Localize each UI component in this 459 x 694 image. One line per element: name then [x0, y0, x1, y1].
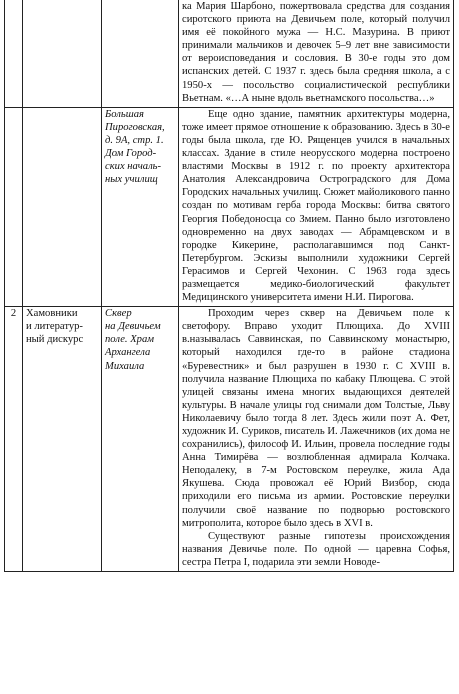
topic-line: и литератур- — [26, 321, 83, 333]
location-cell — [102, 307, 179, 572]
location-line: Большая — [105, 108, 144, 120]
topic-cell — [23, 307, 102, 572]
description-cell — [179, 0, 454, 107]
description-paragraph: Проходим через сквер на Девичьем поле к светофору. Вправо уходит Плющиха. До XVIII в.называлась Саввинская, по Саввинскому монастырю, который находился где-то в районе стадиона «Буревестник» и был разрушен в 1930 г. С XVIII в. получила название Плющиха по кабаку Плющева. С этой улицей связаны имена многих выдающихся деятелей культуры. В начале улицы год снимали дом Толстые, Льву Николаевичу было тогда 8 лет. Здесь жили поэт А. Фет, художник И. Суриков, писатель И. Лажечников (их дома не сохранились), философ И. Ильин, провела последние годы Анна Тимирёва — возлюбленная адмирала Колчака. Неподалеку, в 7-м Ростовском переулке, жила Ада Якушева. Сюда провожал её Юрий Визбор, сюда приходили его письма из армии. Ростовские переулки получили своё название по подворью ростовского митрополита, которое было здесь в XVI в. — [182, 308, 450, 529]
description-paragraph: Еще одно здание, памятник архитектуры модерна, тоже имеет прямое отношение к образованию. Здесь в 30-е годы была школа, где Ю. Рященцев учился в начальных классах. Здание в стиле неорусского модерна построено властями Москвы в 1912 г. по проекту архитектора Анатолия Александровича Остроградского для Дома Городских начальных училищ. Сюжет майоликового панно создан по мотивам герба города Москвы: битва святого Георгия Победоносца со Змием. Панно было изготовлено одновременно на двух заводах — Абрамцевском и в городке Кикерине, располагавшимся под Санкт-Петербургом. Эскизы выполнили художники Сергей Герасимов и Сергей Чехонин. С 1963 года здесь размещается медико-биологический факультет Медицинского университета имени Н.И. Пирогова. — [182, 108, 450, 304]
location-line: Архангела — [105, 347, 151, 359]
table-row — [5, 307, 454, 572]
location-line: ских началь- — [105, 161, 162, 173]
topic-cell — [23, 107, 102, 306]
location-line: Пироговская, — [105, 121, 165, 133]
location-line: на Девичьем — [105, 321, 161, 333]
location-cell — [102, 107, 179, 306]
location-line: поле. Храм — [105, 334, 155, 346]
description-cell — [179, 107, 454, 306]
location-cell — [102, 0, 179, 107]
row-number-cell: 2 — [5, 307, 23, 572]
description-paragraph: ка Мария Шарбоно, пожертвовала средства для создания сиротского приюта на Девичьем поле, который получил имя её покойного мужа — Н.С. Мазурина. В приют принимали мальчиков и девочек 5–9 лет вне зависимости от вероисповедания и сословия. В 30-е годы это дом испанских детей. С 1937 г. здесь была средняя школа, а с 1950-х — посольство социалистической республики Вьетнам. «…А ныне вдоль вьетнамского посольства…» — [182, 1, 450, 104]
table-row — [5, 107, 454, 306]
location-line: д. 9А, стр. 1. — [105, 134, 164, 146]
topic-cell — [23, 0, 102, 107]
location-line: Дом Город- — [105, 148, 157, 160]
location-line: Михаила — [105, 360, 145, 372]
table-body — [5, 0, 454, 572]
location-line: Сквер — [105, 308, 132, 320]
row-number-cell — [5, 107, 23, 306]
row-number-cell — [5, 0, 23, 107]
topic-line: ный дискурс — [26, 334, 84, 346]
description-paragraph: Существуют разные гипотезы происхождения названия Девичье поле. По одной — царевна Софья, сестра Петра I, подарила эти земли Новоде- — [182, 530, 450, 568]
table-row — [5, 0, 454, 107]
excursion-route-table — [4, 0, 454, 572]
location-line: ных училищ — [105, 174, 158, 186]
description-cell — [179, 307, 454, 572]
topic-line: Хамовники — [26, 308, 78, 320]
